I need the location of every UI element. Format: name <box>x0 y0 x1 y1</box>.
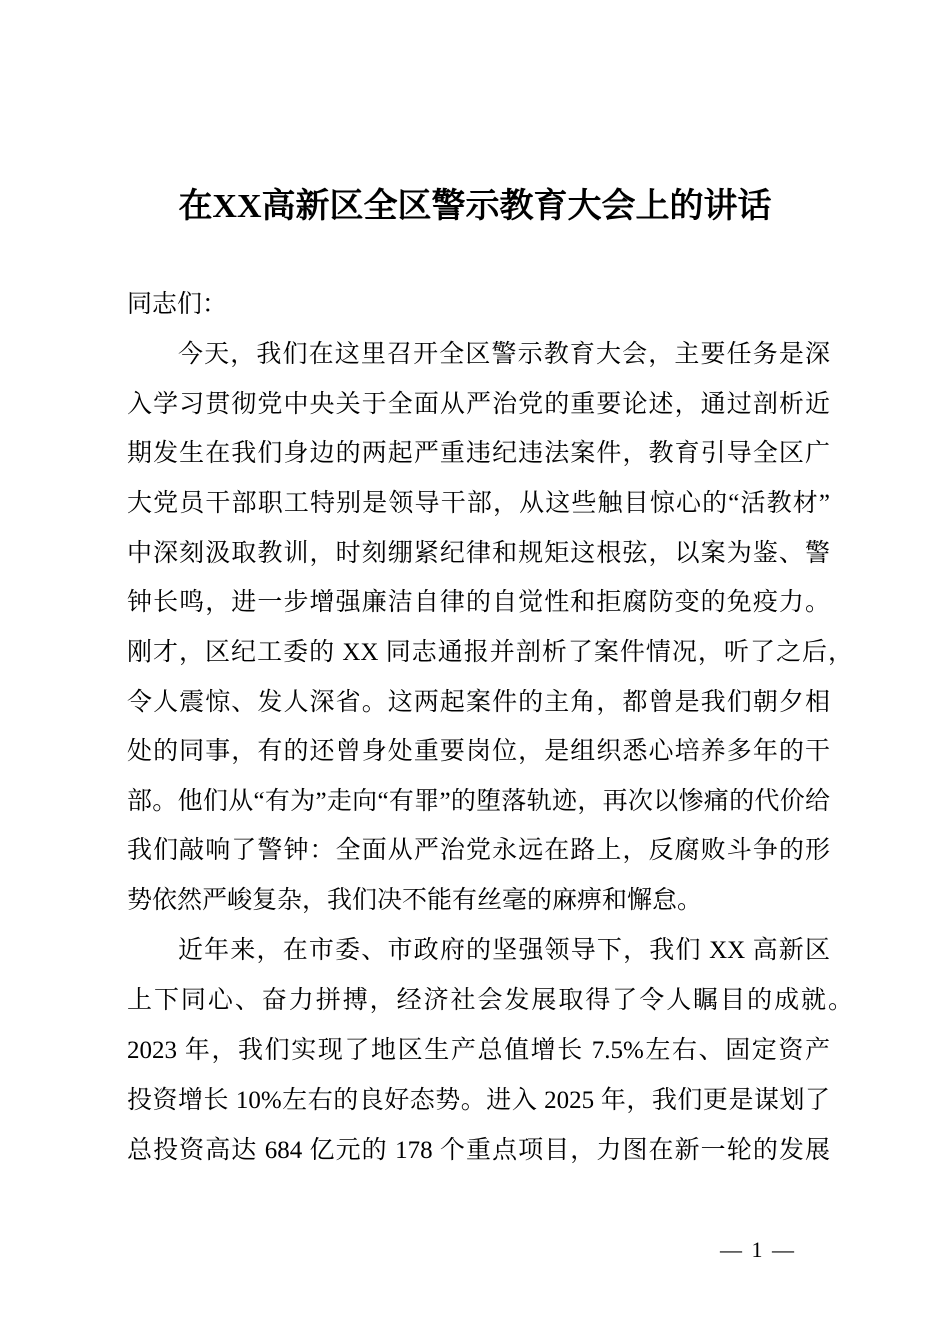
paragraph-line: 大党员干部职工特别是领导干部，从这些触目惊心的“活教材” <box>127 490 830 517</box>
page-number: — 1 — <box>720 1237 796 1262</box>
paragraph-line: 投资增长 10%左右的良好态势。进入 2025 年，我们更是谋划了 <box>127 1087 830 1114</box>
paragraph-line: 总投资高达 684 亿元的 178 个重点项目，力图在新一轮的发展 <box>127 1137 830 1164</box>
paragraph-line: 我们敲响了警钟：全面从严治党永远在路上，反腐败斗争的形 <box>127 837 830 864</box>
paragraph-line: 2023 年，我们实现了地区生产总值增长 7.5%左右、固定资产 <box>127 1037 830 1064</box>
paragraph-line: 入学习贯彻党中央关于全面从严治党的重要论述，通过剖析近 <box>127 391 830 418</box>
paragraph-line: 上下同心、奋力拼搏，经济社会发展取得了令人瞩目的成就。 <box>127 987 853 1014</box>
paragraph-line: 近年来，在市委、市政府的坚强领导下，我们 XX 高新区 <box>178 937 830 964</box>
paragraph-line: 中深刻汲取教训，时刻绷紧纪律和规矩这根弦，以案为鉴、警 <box>127 540 830 567</box>
paragraph-line: 处的同事，有的还曾身处重要岗位，是组织悉心培养多年的干 <box>127 738 830 765</box>
paragraph-line: 期发生在我们身边的两起严重违纪违法案件，教育引导全区广 <box>127 440 830 467</box>
paragraph-line: 部。他们从“有为”走向“有罪”的堕落轨迹，再次以惨痛的代价给 <box>127 788 830 815</box>
paragraph-line: 势依然严峻复杂，我们决不能有丝毫的麻痹和懈怠。 <box>127 887 703 914</box>
paragraph-line: 今天，我们在这里召开全区警示教育大会，主要任务是深 <box>178 341 830 368</box>
salutation: 同志们： <box>127 291 228 318</box>
paragraph-line: 钟长鸣，进一步增强廉洁自律的自觉性和拒腐防变的免疫力。 <box>127 589 830 616</box>
paragraph-line: 刚才，区纪工委的 XX 同志通报并剖析了案件情况，听了之后， <box>127 639 853 666</box>
document-title: 在XX高新区全区警示教育大会上的讲话 <box>178 188 772 225</box>
paragraph-line: 令人震惊、发人深省。这两起案件的主角，都曾是我们朝夕相 <box>127 689 830 716</box>
